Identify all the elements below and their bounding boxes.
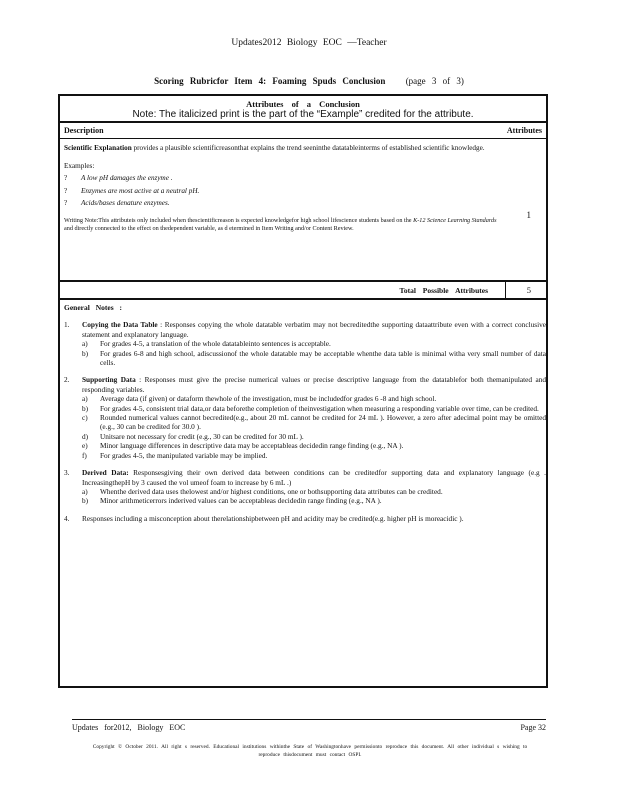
rubric-page-indicator: (page 3 of 3) <box>405 76 464 86</box>
example-text: Acids/bases denature enzymes. <box>81 199 170 207</box>
examples-label: Examples: <box>64 161 95 170</box>
question-mark-bullet-icon: ? <box>64 174 68 182</box>
subitem-letter: c) <box>82 413 88 423</box>
subitem-text: Whenthe derived data uses thelowest and/or highest conditions, one or bothsupporting data attributes can be credited. <box>100 486 443 496</box>
writing-note-text: Writing Note:This attributeis only included when thescientificreason is expected knowledgefor high school lifescience students based on the <box>64 216 414 224</box>
attributes-note: Note: The italicized print is the part of the “Example” credited for the attribute. <box>132 109 474 120</box>
scientific-explanation-definition: provides a plausible scientificreasonthat explains the trend seeninthe datatableinterms of established scientific knowledge. <box>133 144 485 152</box>
description-column-header: Description <box>64 126 104 135</box>
subitem-letter: b) <box>82 403 89 413</box>
subitem-letter: a) <box>82 339 88 349</box>
subitem-text: For grades 6-8 and high school, adiscussionof the whole datatable may be acceptable whenthe data table is minimal witha very small number of data cells. <box>100 348 546 368</box>
general-note-2 <box>64 375 546 460</box>
page-header: Updates2012 Biology EOC —Teacher <box>231 38 387 48</box>
note-number: 1. <box>64 320 70 330</box>
note-subitem <box>82 432 546 441</box>
general-notes-body <box>64 303 546 523</box>
note-number: 4. <box>64 513 70 523</box>
total-attributes-label: Total Possible Attributes <box>399 286 488 295</box>
subitem-letter: a) <box>82 394 88 404</box>
footer-title: Updates for2012, Biology EOC <box>72 723 186 732</box>
example-item <box>64 199 504 209</box>
total-attributes-row <box>60 282 546 300</box>
note-lead: Supporting Data <box>82 375 136 385</box>
note-lead: Derived Data: <box>82 468 129 478</box>
note-subitem <box>82 404 546 413</box>
scientific-explanation-label: Scientific Explanation <box>64 144 132 152</box>
subitem-letter: b) <box>82 496 89 506</box>
example-text: A low pH damages the enzyme . <box>81 174 173 182</box>
page-number: Page 32 <box>520 723 546 732</box>
subitem-letter: f) <box>82 450 87 460</box>
attributes-header <box>60 96 546 123</box>
general-note-1 <box>64 320 546 367</box>
writing-note <box>64 217 504 233</box>
note-body: : Responses copying the whole datatable verbatim may not becreditedthe supporting dataattribute even with a correct conclusive statement and explanatory language. <box>82 320 546 339</box>
page-footer <box>72 719 546 732</box>
copyright-notice: Copyright © October 2011. All right s reserved. Educational institutions withinthe State of Washingtonhave permissionto reproduce this document. All other individual s wishing to reproduce thisdocument must contact OSPI. <box>92 744 528 758</box>
note-subitem <box>82 339 546 348</box>
note-subitem <box>82 394 546 403</box>
note-subitem <box>82 451 546 460</box>
note-text <box>82 514 546 523</box>
note-number: 3. <box>64 468 70 478</box>
general-note-4 <box>64 514 546 523</box>
subitem-text: Unitsare not necessary for credit (e.g., 30 can be credited for 30 mL ). <box>100 431 304 441</box>
rubric-title <box>0 76 618 86</box>
subitem-text: For grades 4-5, a translation of the whole datatableinto sentences is acceptable. <box>100 339 331 349</box>
general-note-3 <box>64 468 546 506</box>
general-notes-title: General Notes : <box>64 303 122 312</box>
subitem-letter: a) <box>82 486 88 496</box>
scientific-explanation-row <box>60 139 546 282</box>
subitem-text: Minor language differences in descriptive data may be acceptableas decidedin range finding (e.g., NA ). <box>100 441 404 451</box>
example-item <box>64 187 504 197</box>
attributes-title: Attributes of a Conclusion <box>246 99 360 109</box>
note-text <box>82 320 546 339</box>
rubric-table <box>58 94 548 688</box>
scientific-explanation-text <box>64 144 504 154</box>
question-mark-bullet-icon: ? <box>64 199 68 207</box>
subitem-letter: e) <box>82 441 88 451</box>
note-subitem <box>82 413 546 432</box>
note-lead: Copying the Data Table <box>82 320 158 330</box>
subitem-letter: b) <box>82 348 89 358</box>
attributes-column-header: Attributes <box>506 126 542 135</box>
writing-note-text-end: and directly connected to the effect on thedependent variable, as d etermined in Item Writing and/or Content Review. <box>64 224 354 232</box>
note-text <box>82 468 546 487</box>
note-subitem <box>82 487 546 496</box>
writing-note-standards: K-12 Science Learning Standards <box>413 216 497 224</box>
rubric-title-text: Scoring Rubricfor Item 4: Foaming Spuds Conclusion <box>154 76 386 86</box>
note-subitem <box>82 496 546 505</box>
note-body: Responses including a misconception about therelationshipbetween pH and acidity may be credited(e.g. higher pH is moreacidic ). <box>82 513 464 523</box>
subitem-text: For grades 4-5, the manipulated variable may be implied. <box>100 450 268 460</box>
example-text: Enzymes are most active at a neutral pH. <box>81 186 200 195</box>
subitem-letter: d) <box>82 431 89 441</box>
note-subitem <box>82 441 546 450</box>
question-mark-bullet-icon: ? <box>64 186 68 195</box>
note-number: 2. <box>64 375 70 385</box>
note-subitem <box>82 349 546 368</box>
column-header-row <box>60 123 546 139</box>
example-item <box>64 174 504 184</box>
scientific-explanation-score: 1 <box>526 210 531 220</box>
subitem-text: Minor arithmeticerrors inderived values can be acceptableas decidedin range finding (e.g., NA ). <box>100 496 382 506</box>
subitem-text: For grades 4-5, consistent trial data,or data beforethe completion of theinvestigation when measuring a responding variable over time, can be credited. <box>100 403 539 413</box>
subitem-text: Rounded numerical values cannot becredited(e.g., about 20 mL cannot be credited for 24 mL ). However, a zero after adecimal point may be omitted (e.g., 30 can be credited for 30.0 ). <box>100 413 546 432</box>
scientific-explanation-description <box>64 144 504 233</box>
subitem-text: Average data (if given) or dataform thewhole of the investigation, must be includedfor grades 6 -8 and high school. <box>100 394 437 404</box>
note-text <box>82 375 546 394</box>
note-body: Responsesgiving their own derived data between conditions can be creditedfor supporting data and explanatory language (e.g . IncreasingthepH by 3 caused the vol umeof foam to increase by 6 mL .) <box>82 468 546 487</box>
note-body: : Responses must give the precise numerical values or precise descriptive language from the datatablefor both themanipulated and responding variables. <box>82 375 546 394</box>
column-divider <box>505 282 506 298</box>
general-notes-section <box>60 300 546 686</box>
total-attributes-value: 5 <box>526 285 531 295</box>
